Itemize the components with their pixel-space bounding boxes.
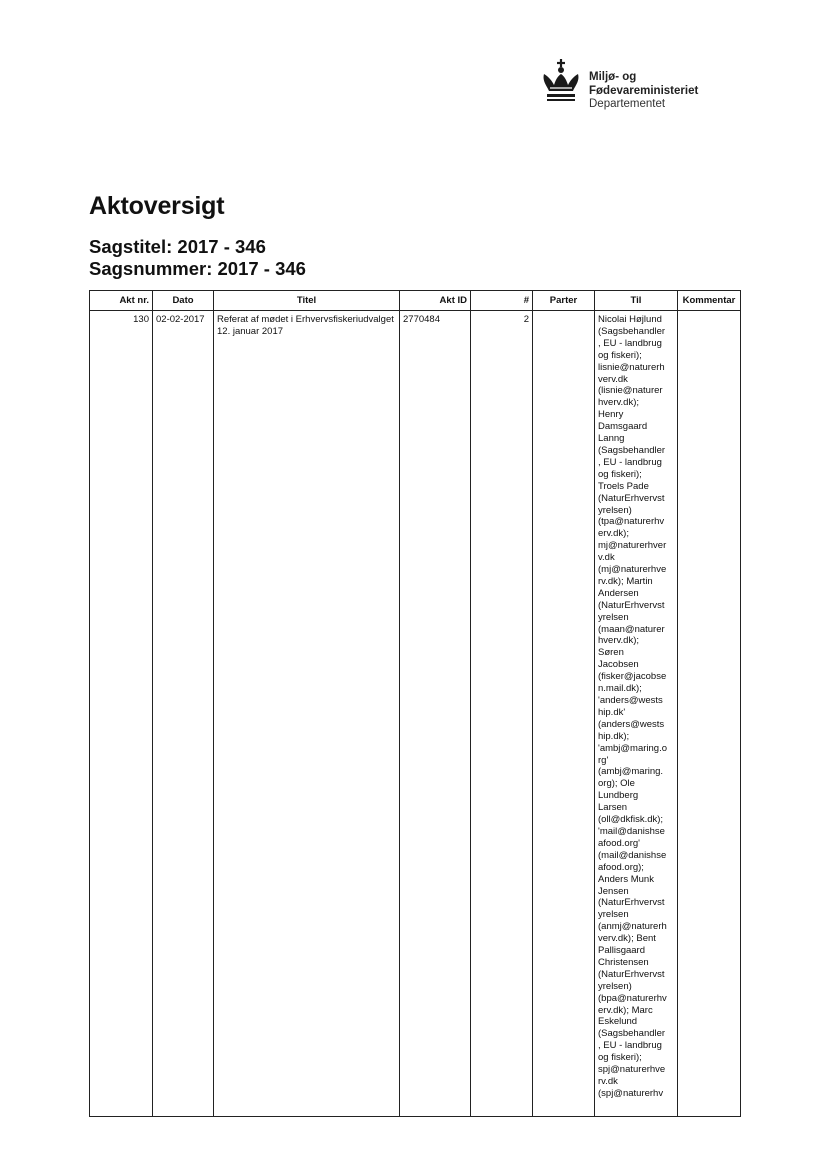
til-recipient-line: 'anders@wests [598,695,663,706]
til-recipient-line: (NaturErhvervst [598,968,665,980]
til-recipient-line: , EU - landbrug [598,1040,662,1052]
til-recipient-line: n.mail.dk); [598,683,642,695]
til-recipient-line: (ambj@maring. [598,766,664,778]
til-recipient-line: v.dk [598,552,615,564]
til-recipient-line: (anmj@naturerh [598,921,667,933]
til-recipient-line: hip.dk); [598,730,630,742]
til-recipient-line: rv.dk); Martin [598,575,653,587]
til-recipient-line: (fisker@jacobse [598,671,667,683]
column-header-til: Til [595,291,678,311]
til-recipient-line: (tpa@naturerhv [598,516,665,528]
til-recipient-line: hip.dk' [598,706,626,718]
til-recipient-line: og fiskeri); [598,1052,642,1064]
til-recipient-line: , EU - landbrug [598,456,662,468]
ministry-name-line2: Fødevareministeriet [589,85,699,97]
til-recipient-line: Damsgaard [598,421,648,433]
til-recipient-line: og fiskeri); [598,349,642,361]
til-recipient-line: (spj@naturerhv [598,1087,664,1099]
til-recipient-line: yrelsen [598,611,629,623]
column-header-kommentar: Kommentar [678,291,741,311]
cell-akt-nr: 130 [90,311,153,1117]
til-recipient-line: (maan@naturer [598,623,665,635]
case-title: Sagstitel: 2017 - 346 [89,236,266,257]
column-header-akt-nr: Akt nr. [90,291,153,311]
cell-kommentar [678,311,741,1117]
til-recipient-line: (oll@dkfisk.dk); [598,814,664,826]
til-recipient-line: (anders@wests [598,718,665,730]
til-recipient-line: (bpa@naturerhv [598,992,667,1004]
til-recipient-line: Christensen [598,956,649,968]
til-recipient-line: 'ambj@maring.o [598,742,668,754]
column-header-dato: Dato [153,291,214,311]
cell-parter [533,311,595,1117]
cell-akt-id: 2770484 [400,311,471,1117]
record-overview-table [89,290,741,1117]
til-recipient-line: (NaturErhvervst [598,492,665,504]
til-recipient-line: Søren [598,647,624,659]
til-recipient-line: rv.dk [598,1076,618,1087]
til-recipient-line: erv.dk); Marc [598,1004,653,1016]
til-recipient-line: verv.dk); Bent [598,933,656,945]
til-recipient-line: Jacobsen [598,659,639,671]
til-recipient-line: (Sagsbehandler [598,1028,666,1040]
til-recipient-line: (NaturErhvervst [598,599,665,611]
til-recipient-line: 'mail@danishse [598,825,665,837]
til-recipient-line: Pallisgaard [598,945,645,957]
cell-titel: Referat af mødet i Erhvervsfiskeriudvalget 12. januar 2017 [214,311,400,1117]
ministry-name [589,70,789,111]
case-number: Sagsnummer: 2017 - 346 [89,258,306,279]
til-recipient-line: Lanng [598,433,625,445]
department-name: Departementet [589,98,666,110]
til-recipient-line: Lundberg [598,790,639,802]
til-recipient-line: yrelsen) [598,980,632,992]
column-header-titel: Titel [214,291,400,311]
cell-til [595,311,678,1117]
til-recipient-line: (NaturErhvervst [598,897,665,909]
til-recipient-line: og fiskeri); [598,468,642,480]
til-recipient-line: verv.dk [598,373,628,385]
til-recipient-line: yrelsen) [598,504,632,516]
til-recipient-line: Troels Pade [598,480,649,492]
til-recipient-line: (Sagsbehandler [598,325,666,337]
til-recipient-line: Anders Munk [598,873,654,885]
column-header-count: # [471,291,533,311]
til-recipient-line: (lisnie@naturer [598,385,663,397]
til-recipient-line: afood.org); [598,861,644,873]
page-title: Aktoversigt [89,192,225,220]
til-recipient-line: (mail@danishse [598,849,667,861]
til-recipient-line: Henry [598,409,624,421]
cell-count: 2 [471,311,533,1117]
til-recipient-line: erv.dk); [598,528,629,540]
til-recipient-line: yrelsen [598,909,629,921]
cell-dato: 02-02-2017 [153,311,214,1117]
til-recipient-line: Larsen [598,802,628,814]
column-header-parter: Parter [533,291,595,311]
table-row [90,311,741,1117]
til-recipient-line: Nicolai Højlund [598,314,662,325]
til-recipient-line: rg' [598,754,609,766]
til-recipient-line: lisnie@naturerh [598,361,665,373]
til-recipient-line: afood.org' [598,837,640,849]
column-header-akt-id: Akt ID [400,291,471,311]
til-recipient-line: mj@naturerhver [598,540,667,552]
til-recipient-line: org); Ole [598,778,635,790]
til-recipient-line: Jensen [598,885,629,897]
royal-crown-icon [540,58,582,102]
til-recipient-line: spj@naturerhve [598,1064,666,1076]
til-recipient-line: (Sagsbehandler [598,444,666,456]
til-recipient-line: Andersen [598,587,639,599]
ministry-name-line1: Miljø- og [589,71,637,83]
til-recipient-line: hverv.dk); [598,635,640,647]
til-recipient-line: (mj@naturerhve [598,564,667,576]
table-header-row [90,291,741,311]
til-recipient-line: hverv.dk); [598,397,640,409]
til-recipient-line: , EU - landbrug [598,337,662,349]
til-recipient-line: Eskelund [598,1016,638,1028]
